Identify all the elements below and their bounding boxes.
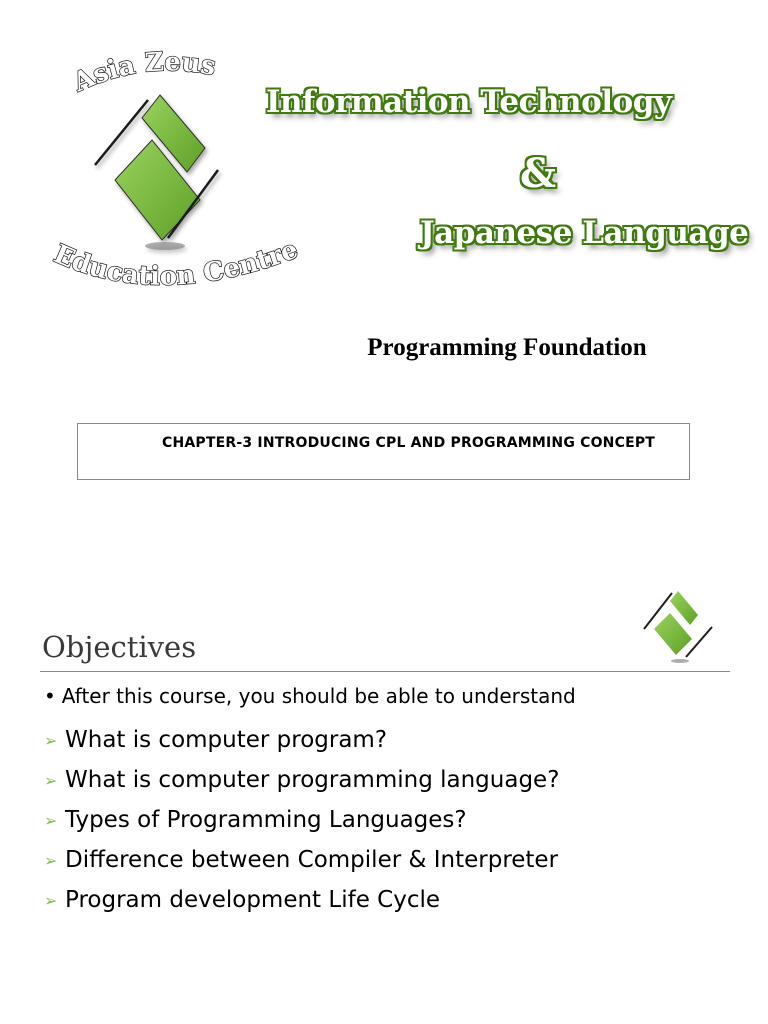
arrow-bullet-icon: ➢	[44, 850, 58, 870]
objectives-divider	[40, 671, 730, 672]
logo-arc-top-text	[68, 50, 218, 99]
headline-japanese-language: Japanese Language	[420, 215, 749, 251]
bullet-icon: •	[44, 684, 56, 708]
svg-text:Asia Zeus: Asia Zeus	[68, 50, 219, 99]
list-item: ➢ Types of Programming Languages?	[44, 807, 467, 833]
arrow-bullet-icon: ➢	[44, 810, 58, 830]
objectives-intro	[44, 684, 576, 708]
objectives-title: Objectives	[42, 630, 197, 664]
objectives-intro-text: After this course, you should be able to understand	[61, 684, 576, 708]
subject-title: Programming Foundation	[367, 334, 647, 361]
arrow-bullet-icon: ➢	[44, 890, 58, 910]
list-item: ➢ Program development Life Cycle	[44, 887, 441, 913]
chapter-box	[77, 423, 690, 480]
headline-ampersand: &	[520, 150, 557, 197]
small-logo-mark-icon	[638, 585, 718, 667]
arrow-bullet-icon: ➢	[44, 730, 58, 750]
logo-mark-icon	[95, 95, 218, 250]
list-item: ➢ What is computer program?	[44, 727, 388, 753]
chapter-title: CHAPTER-3 INTRODUCING CPL AND PROGRAMMING CONCEPT	[162, 435, 656, 451]
list-item: ➢ What is computer programming language?	[44, 767, 560, 793]
list-item: ➢ Difference between Compiler & Interpreter	[44, 847, 559, 873]
svg-text:Education Centre: Education Centre	[49, 234, 303, 292]
arrow-bullet-icon: ➢	[44, 770, 58, 790]
headline-information-technology: Information Technology	[266, 84, 672, 120]
objectives-list	[44, 720, 559, 920]
